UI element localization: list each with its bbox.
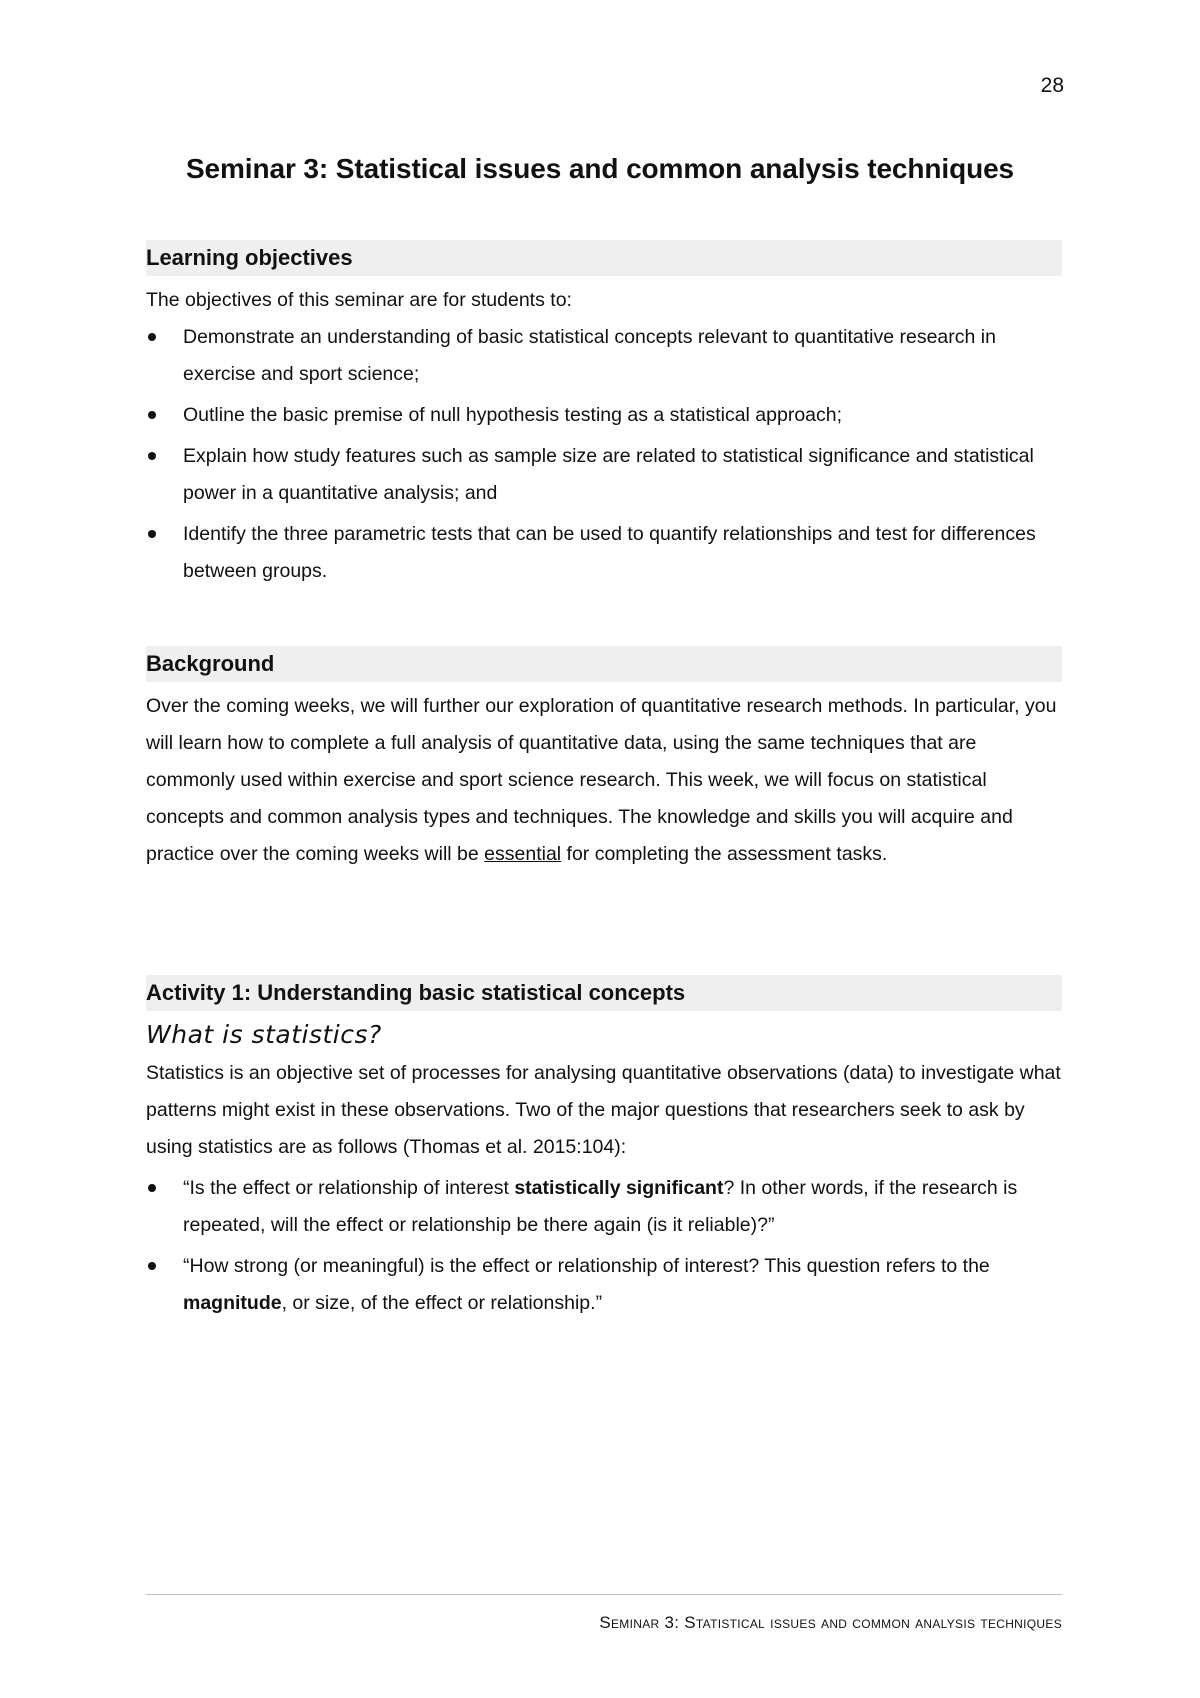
list-item: “How strong (or meaningful) is the effect or relationship of interest? This question refers to the magnitude, or size, of the effect or relationship.” xyxy=(146,1248,1062,1322)
list-item: “Is the effect or relationship of interest statistically significant? In other words, if the research is repeated, will the effect or relationship be there again (is it reliable)?” xyxy=(146,1170,1062,1244)
bullet-icon xyxy=(148,452,156,460)
learning-objectives-section xyxy=(146,240,1062,594)
page-number: 28 xyxy=(1040,74,1064,97)
background-paragraph: Over the coming weeks, we will further our exploration of quantitative research methods. In particular, you will learn how to complete a full analysis of quantitative data, using the same techniques that are commonly used within exercise and sport science research. This week, we will focus on statistical concepts and common analysis types and techniques. The knowledge and skills you will acquire and practice over the coming weeks will be essential for completing the assessment tasks. xyxy=(146,695,1057,865)
objectives-list xyxy=(146,319,1062,590)
list-item xyxy=(146,516,1062,590)
objective-text: Identify the three parametric tests that can be used to quantify relationships and test for differences between groups. xyxy=(183,523,1036,582)
list-item xyxy=(146,397,1062,434)
bullet-icon xyxy=(148,1262,156,1270)
objective-text: Demonstrate an understanding of basic statistical concepts relevant to quantitative research in exercise and sport science; xyxy=(183,326,996,385)
background-section xyxy=(146,646,1062,873)
bold-term: statistically significant xyxy=(514,1177,724,1199)
footer-text: Seminar 3: Statistical issues and common analysis techniques xyxy=(599,1613,1062,1632)
objective-text: Outline the basic premise of null hypothesis testing as a statistical approach; xyxy=(183,404,843,426)
bullet-icon xyxy=(148,530,156,538)
emphasis-text: essential xyxy=(484,843,562,865)
objectives-intro: The objectives of this seminar are for students to: xyxy=(146,289,572,311)
footer-divider xyxy=(146,1594,1062,1595)
page-title: Seminar 3: Statistical issues and common analysis techniques xyxy=(185,153,1015,184)
bullet-icon xyxy=(148,411,156,419)
list-item xyxy=(146,319,1062,393)
learning-objectives-heading: Learning objectives xyxy=(146,240,1062,276)
background-heading: Background xyxy=(146,646,1062,682)
questions-list xyxy=(146,1170,1062,1322)
objective-text: Explain how study features such as sample size are related to statistical significance and statistical power in a quantitative analysis; and xyxy=(183,445,1034,504)
bullet-icon xyxy=(148,333,156,341)
what-is-statistics-subheading: What is statistics? xyxy=(146,1020,382,1049)
bullet-icon xyxy=(148,1184,156,1192)
activity1-heading: Activity 1: Understanding basic statistical concepts xyxy=(146,975,1062,1011)
activity1-section xyxy=(146,975,1062,1326)
bold-term: magnitude xyxy=(183,1292,282,1314)
list-item xyxy=(146,438,1062,512)
statistics-paragraph: Statistics is an objective set of processes for analysing quantitative observations (data) to investigate what patterns might exist in these observations. Two of the major questions that researchers seek to ask by using statistics are as follows (Thomas et al. 2015:104): xyxy=(146,1062,1061,1158)
